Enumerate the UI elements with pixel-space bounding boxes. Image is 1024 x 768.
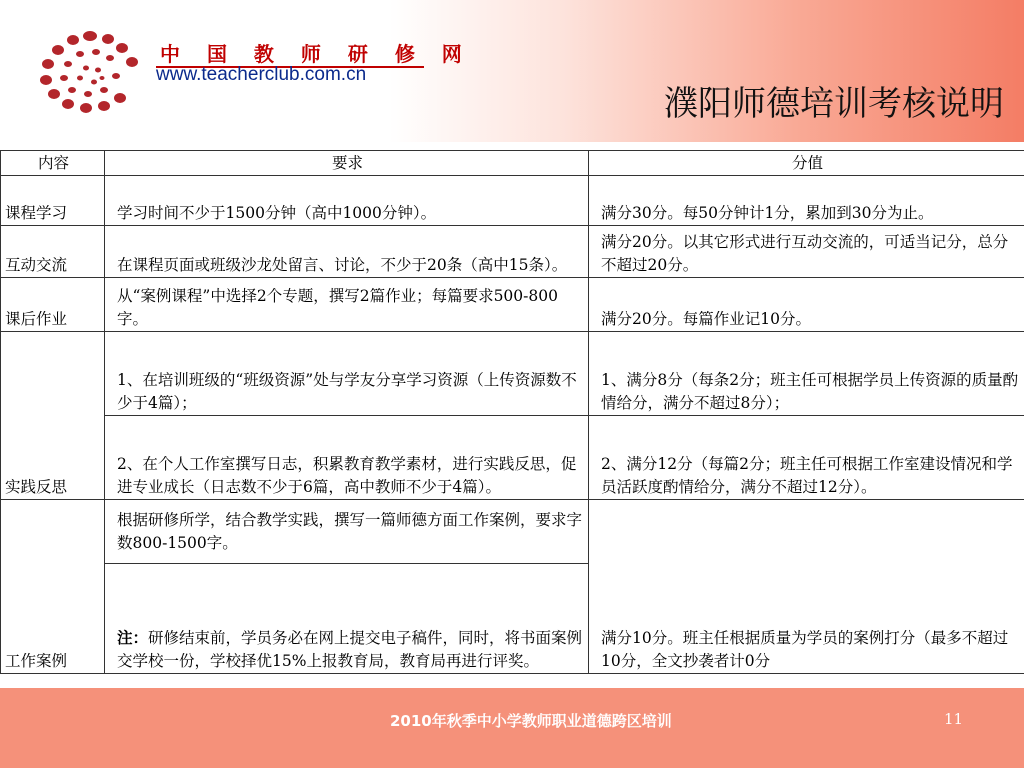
row-requirement: 1、在培训班级的“班级资源”处与学友分享学习资源（上传资源数不少于4篇）；: [105, 332, 589, 416]
row-requirement: 2、在个人工作室撰写日志，积累教育教学素材，进行实践反思，促进专业成长（日志数不少于6篇，高中教师不少于4篇）。: [105, 416, 589, 500]
table-row: [1, 226, 1024, 278]
row-category: 课程学习: [1, 176, 105, 226]
row-category: 课后作业: [1, 278, 105, 332]
note-label: 注：: [117, 629, 149, 647]
table-row: [1, 500, 1024, 564]
table-row: [1, 176, 1024, 226]
row-requirement: 根据研修所学，结合教学实践，撰写一篇师德方面工作案例，要求字数800-1500字。: [105, 500, 589, 564]
row-category: 实践反思: [1, 332, 105, 500]
row-requirement: 从“案例课程”中选择2个专题，撰写2篇作业；每篇要求500-800字。: [105, 278, 589, 332]
header-content: 内容: [1, 151, 105, 176]
table-row: [1, 278, 1024, 332]
row-requirement-note: [105, 564, 589, 674]
note-text: 研修结束前，学员务必在网上提交电子稿件，同时，将书面案例交学校一份，学校择优15%上报教育局，教育局再进行评奖。: [117, 629, 583, 670]
table-header-row: [1, 151, 1024, 176]
assessment-table-container: [0, 150, 1024, 688]
footer-text: 2010年秋季中小学教师职业道德跨区培训: [390, 712, 672, 730]
brand-name: 中 国 教 师 研 修 网: [160, 42, 472, 66]
row-category: 工作案例: [1, 500, 105, 674]
row-score: 满分10分。班主任根据质量为学员的案例打分（最多不超过10分，全文抄袭者计0分: [589, 500, 1024, 674]
page-title: 濮阳师德培训考核说明: [664, 84, 1004, 124]
row-requirement: 在课程页面或班级沙龙处留言、讨论，不少于20条（高中15条）。: [105, 226, 589, 278]
dotted-swirl-logo-icon: [28, 26, 158, 116]
row-score: 2、满分12分（每篇2分；班主任可根据工作室建设情况和学员活跃度酌情给分，满分不超过12分）。: [589, 416, 1024, 500]
table-row: [1, 332, 1024, 416]
slide-footer: [0, 688, 1024, 768]
brand-url-link[interactable]: www.teacherclub.com.cn: [156, 64, 367, 85]
row-score: 满分20分。每篇作业记10分。: [589, 278, 1024, 332]
row-score: 满分30分。每50分钟计1分，累加到30分为止。: [589, 176, 1024, 226]
row-category: 互动交流: [1, 226, 105, 278]
row-requirement: 学习时间不少于1500分钟（高中1000分钟）。: [105, 176, 589, 226]
header-score: 分值: [589, 151, 1024, 176]
assessment-table: [0, 150, 1024, 674]
slide-header: [0, 0, 1024, 142]
page-number: 11: [944, 710, 964, 728]
table-row: [1, 416, 1024, 500]
row-score: 满分20分。以其它形式进行互动交流的，可适当记分，总分不超过20分。: [589, 226, 1024, 278]
header-requirement: 要求: [105, 151, 589, 176]
row-score: 1、满分8分（每条2分；班主任可根据学员上传资源的质量酌情给分，满分不超过8分）；: [589, 332, 1024, 416]
